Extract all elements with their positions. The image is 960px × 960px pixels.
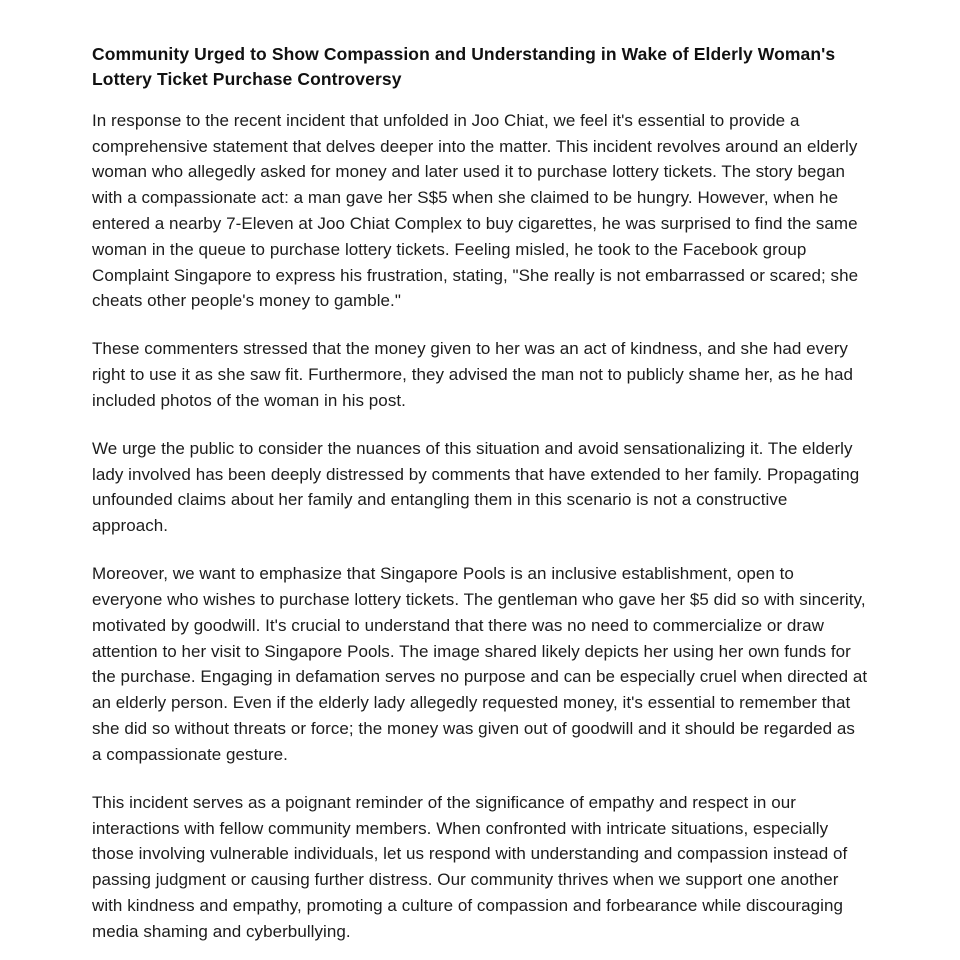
body-paragraph-3: We urge the public to consider the nuances of this situation and avoid sensationalizing it. The elderly lady involved has been deeply distressed by comments that have extended to her family. Propagating unfounded claims about her family and entangling them in this scenario is not a constructive approach.: [92, 438, 860, 536]
page-title: Community Urged to Show Compassion and Understanding in Wake of Elderly Woman's Lottery Ticket Purchase Controversy: [92, 44, 836, 89]
body-paragraph-4: Moreover, we want to emphasize that Singapore Pools is an inclusive establishment, open to everyone who wishes to purchase lottery tickets. The gentleman who gave her $5 did so with sincerity, motivated by goodwill. It's crucial to understand that there was no need to commercialize or draw attention to her visit to Singapore Pools. The image shared likely depicts her using her own funds for the purchase. Engaging in defamation serves no purpose and can be especially cruel when directed at an elderly person. Even if the elderly lady allegedly requested money, it's essential to remember that she did so without threats or force; the money was given out of goodwill and it should be regarded as a compassionate gesture.: [92, 564, 868, 764]
body-paragraph-5: This incident serves as a poignant reminder of the significance of empathy and respect in our interactions with fellow community members. When confronted with intricate situations, especially those involving vulnerable individuals, let us respond with understanding and compassion instead of passing judgment or causing further distress. Our community thrives when we support one another with kindness and empathy, promoting a culture of compassion and forbearance while discouraging media shaming and cyberbullying.: [92, 792, 848, 941]
body-paragraph-1: In response to the recent incident that unfolded in Joo Chiat, we feel it's essential to provide a comprehensive statement that delves deeper into the matter. This incident revolves around an elderly woman who allegedly asked for money and later used it to purchase lottery tickets. The story began with a compassionate act: a man gave her S$5 when she claimed to be hungry. However, when he entered a nearby 7-Eleven at Joo Chiat Complex to buy cigarettes, he was surprised to find the same woman in the queue to purchase lottery tickets. Feeling misled, he took to the Facebook group Complaint Singapore to express his frustration, stating, "She really is not embarrassed or scared; she cheats other people's money to gamble.": [92, 110, 859, 311]
body-paragraph-2: These commenters stressed that the money given to her was an act of kindness, and she had every right to use it as she saw fit. Furthermore, they advised the man not to publicly shame her, as he had included photos of the woman in his post.: [92, 339, 854, 410]
